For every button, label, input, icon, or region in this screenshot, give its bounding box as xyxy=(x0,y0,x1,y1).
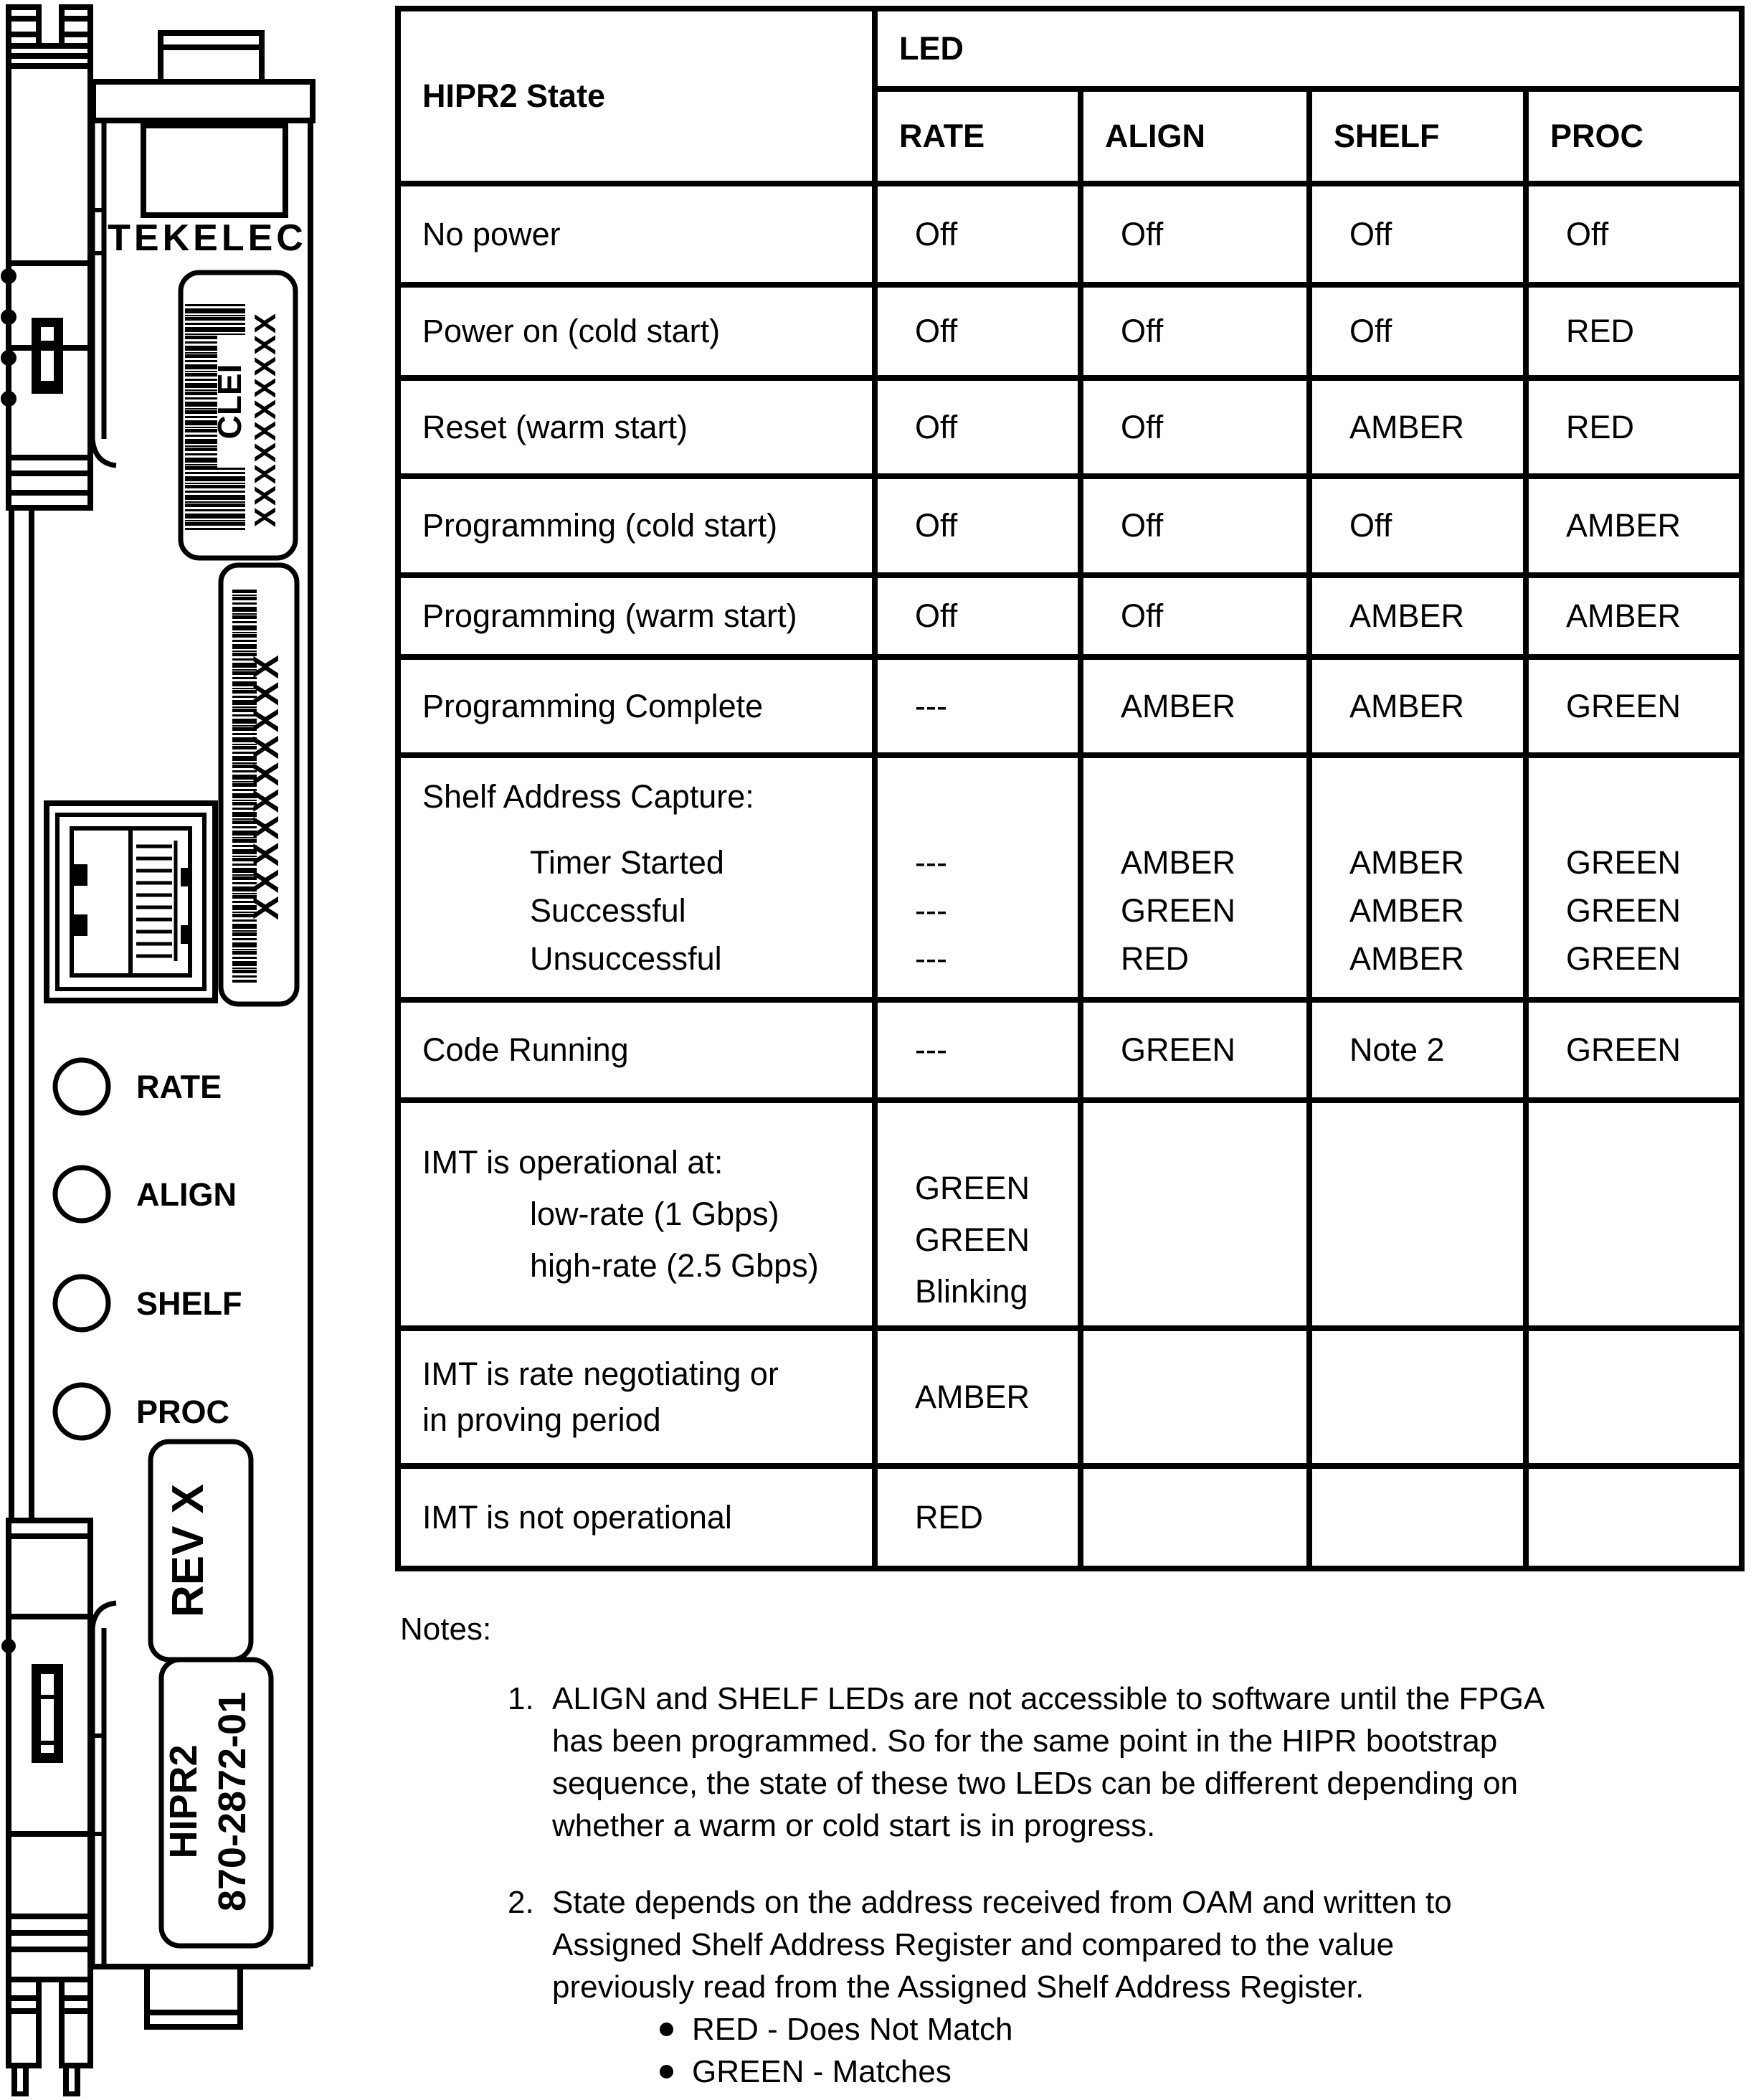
led-header-cell: LED xyxy=(875,9,1742,89)
table-row-imt-negotiating xyxy=(398,1328,1742,1466)
table-cell: Off xyxy=(875,285,1081,378)
led-proc xyxy=(55,1385,108,1438)
led-rate xyxy=(55,1060,108,1113)
table-cell: GREEN xyxy=(1526,657,1742,755)
table-row xyxy=(398,1000,1742,1100)
table-cell: Off xyxy=(1309,184,1526,285)
bullet-icon xyxy=(660,2023,673,2036)
note-number: 1. xyxy=(508,1681,534,1716)
top-connector-tab xyxy=(161,33,262,82)
ethernet-jack-icon xyxy=(47,803,215,1001)
table-cell: AMBER GREEN RED xyxy=(1081,755,1309,1000)
card-figure xyxy=(0,0,330,2096)
led-shelf xyxy=(55,1277,108,1330)
table-cell: AMBER xyxy=(1526,476,1742,575)
led-label-align: ALIGN xyxy=(136,1176,237,1213)
table-cell: Off xyxy=(875,476,1081,575)
ejector-latch-bottom xyxy=(34,1667,60,1760)
note-bullet-text: RED - Does Not Match xyxy=(692,2012,1013,2047)
state-cell: Programming Complete xyxy=(398,657,875,755)
col-header-shelf: SHELF xyxy=(1309,89,1526,184)
table-cell xyxy=(1526,1466,1742,1569)
table-cell xyxy=(1081,1328,1309,1466)
table-row xyxy=(398,184,1742,285)
notes-section xyxy=(400,1608,1745,2093)
note-number: 2. xyxy=(508,1885,534,1920)
table-cell: GREEN xyxy=(1081,1000,1309,1100)
table-header-row xyxy=(398,9,1742,89)
table-cell xyxy=(1081,1466,1309,1569)
note-line: Assigned Shelf Address Register and compared to the value xyxy=(552,1927,1395,1962)
part-number: 870-2872-01 xyxy=(211,1691,254,1912)
note-bullet-text: GREEN - Matches xyxy=(692,2054,952,2089)
table-cell: GREEN GREEN Blinking xyxy=(875,1100,1081,1328)
table-cell: GREEN xyxy=(1526,1000,1742,1100)
col-header-rate: RATE xyxy=(875,89,1081,184)
state-cell: Power on (cold start) xyxy=(398,285,875,378)
table-cell: AMBER xyxy=(1309,575,1526,657)
table-cell xyxy=(1309,1100,1526,1328)
table-cell: AMBER xyxy=(1309,657,1526,755)
table-cell: AMBER xyxy=(1081,657,1309,755)
table-cell: Off xyxy=(1081,378,1309,476)
table-cell: Off xyxy=(1081,285,1309,378)
led-label-rate: RATE xyxy=(136,1069,222,1105)
led-indicators xyxy=(55,1060,108,1438)
state-cell: IMT is operational at: low-rate (1 Gbps) high-rate (2.5 Gbps) xyxy=(398,1100,875,1328)
table-row xyxy=(398,575,1742,657)
led-align xyxy=(55,1168,108,1221)
table-cell: --- xyxy=(875,657,1081,755)
brand-logo: TEKELEC xyxy=(108,217,307,259)
table-cell: GREEN GREEN GREEN xyxy=(1526,755,1742,1000)
card-side-view xyxy=(1,7,90,2094)
note-1 xyxy=(400,1678,1745,1847)
ejector-latch-top xyxy=(34,321,60,391)
connector-cutout xyxy=(143,126,285,215)
note-bullet-item xyxy=(660,2051,1745,2093)
note-line: has been programmed. So for the same point in the HIPR bootstrap xyxy=(552,1723,1498,1759)
table-cell: Off xyxy=(1309,476,1526,575)
note-line: previously read from the Assigned Shelf Address Register. xyxy=(552,1969,1365,2005)
table-cell: Off xyxy=(1081,575,1309,657)
clei-serial: XXXXXXXXXX xyxy=(248,311,282,528)
state-cell: Shelf Address Capture: Timer Started Successful Unsuccessful xyxy=(398,755,875,1000)
state-cell: No power xyxy=(398,184,875,285)
state-cell: Reset (warm start) xyxy=(398,378,875,476)
table-row xyxy=(398,657,1742,755)
table-cell: Off xyxy=(1081,476,1309,575)
table-row xyxy=(398,1466,1742,1569)
table-cell xyxy=(1526,1100,1742,1328)
led-label-proc: PROC xyxy=(136,1394,230,1430)
table-cell: AMBER xyxy=(875,1328,1081,1466)
note-line: State depends on the address received from OAM and written to xyxy=(552,1885,1452,1920)
table-row xyxy=(398,378,1742,476)
table-cell: AMBER xyxy=(1309,378,1526,476)
faceplate-top-bar xyxy=(93,82,313,120)
table-cell: Note 2 xyxy=(1309,1000,1526,1100)
note-line: ALIGN and SHELF LEDs are not accessible to software until the FPGA xyxy=(552,1681,1545,1716)
bullet-icon xyxy=(660,2065,673,2078)
rev-label: REV X xyxy=(163,1483,213,1618)
table-cell: AMBER xyxy=(1526,575,1742,657)
state-cell: IMT is rate negotiating or in proving period xyxy=(398,1328,875,1466)
note-line: whether a warm or cold start is in progress. xyxy=(552,1808,1156,1843)
table-cell: Off xyxy=(875,378,1081,476)
table-row-imt-operational xyxy=(398,1100,1742,1328)
table-cell: Off xyxy=(1309,285,1526,378)
table-cell: --- xyxy=(875,1000,1081,1100)
note-2 xyxy=(400,1881,1745,2093)
table-cell: Off xyxy=(875,184,1081,285)
table-row xyxy=(398,476,1742,575)
clei-title: CLEI xyxy=(211,364,248,440)
table-cell: Off xyxy=(1081,184,1309,285)
table-row-shelf-address-capture xyxy=(398,755,1742,1000)
led-state-table xyxy=(395,6,1745,1571)
table-cell: RED xyxy=(875,1466,1081,1569)
table-cell: RED xyxy=(1526,378,1742,476)
table-cell xyxy=(1081,1100,1309,1328)
table-cell: --- --- --- xyxy=(875,755,1081,1000)
notes-title: Notes: xyxy=(400,1612,492,1647)
state-cell: Code Running xyxy=(398,1000,875,1100)
table-cell xyxy=(1526,1328,1742,1466)
note-bullet-item xyxy=(660,2008,1745,2051)
state-cell: Programming (cold start) xyxy=(398,476,875,575)
col-header-proc: PROC xyxy=(1526,89,1742,184)
table-cell: AMBER AMBER AMBER xyxy=(1309,755,1526,1000)
bottom-connector-tab xyxy=(147,1967,240,2027)
table-cell xyxy=(1309,1466,1526,1569)
note-line: sequence, the state of these two LEDs can be different depending on xyxy=(552,1766,1519,1801)
table-cell: RED xyxy=(1526,285,1742,378)
hipr2-card-drawing xyxy=(0,0,330,2096)
serial-text: XXXXXXXXXX xyxy=(246,652,286,920)
state-cell: Programming (warm start) xyxy=(398,575,875,657)
table-row xyxy=(398,285,1742,378)
table-cell: Off xyxy=(875,575,1081,657)
led-label-shelf: SHELF xyxy=(136,1285,242,1322)
state-header-cell: HIPR2 State xyxy=(398,9,875,184)
table-cell xyxy=(1309,1328,1526,1466)
col-header-align: ALIGN xyxy=(1081,89,1309,184)
state-cell: IMT is not operational xyxy=(398,1466,875,1569)
part-name: HIPR2 xyxy=(162,1744,205,1859)
table-cell: Off xyxy=(1526,184,1742,285)
